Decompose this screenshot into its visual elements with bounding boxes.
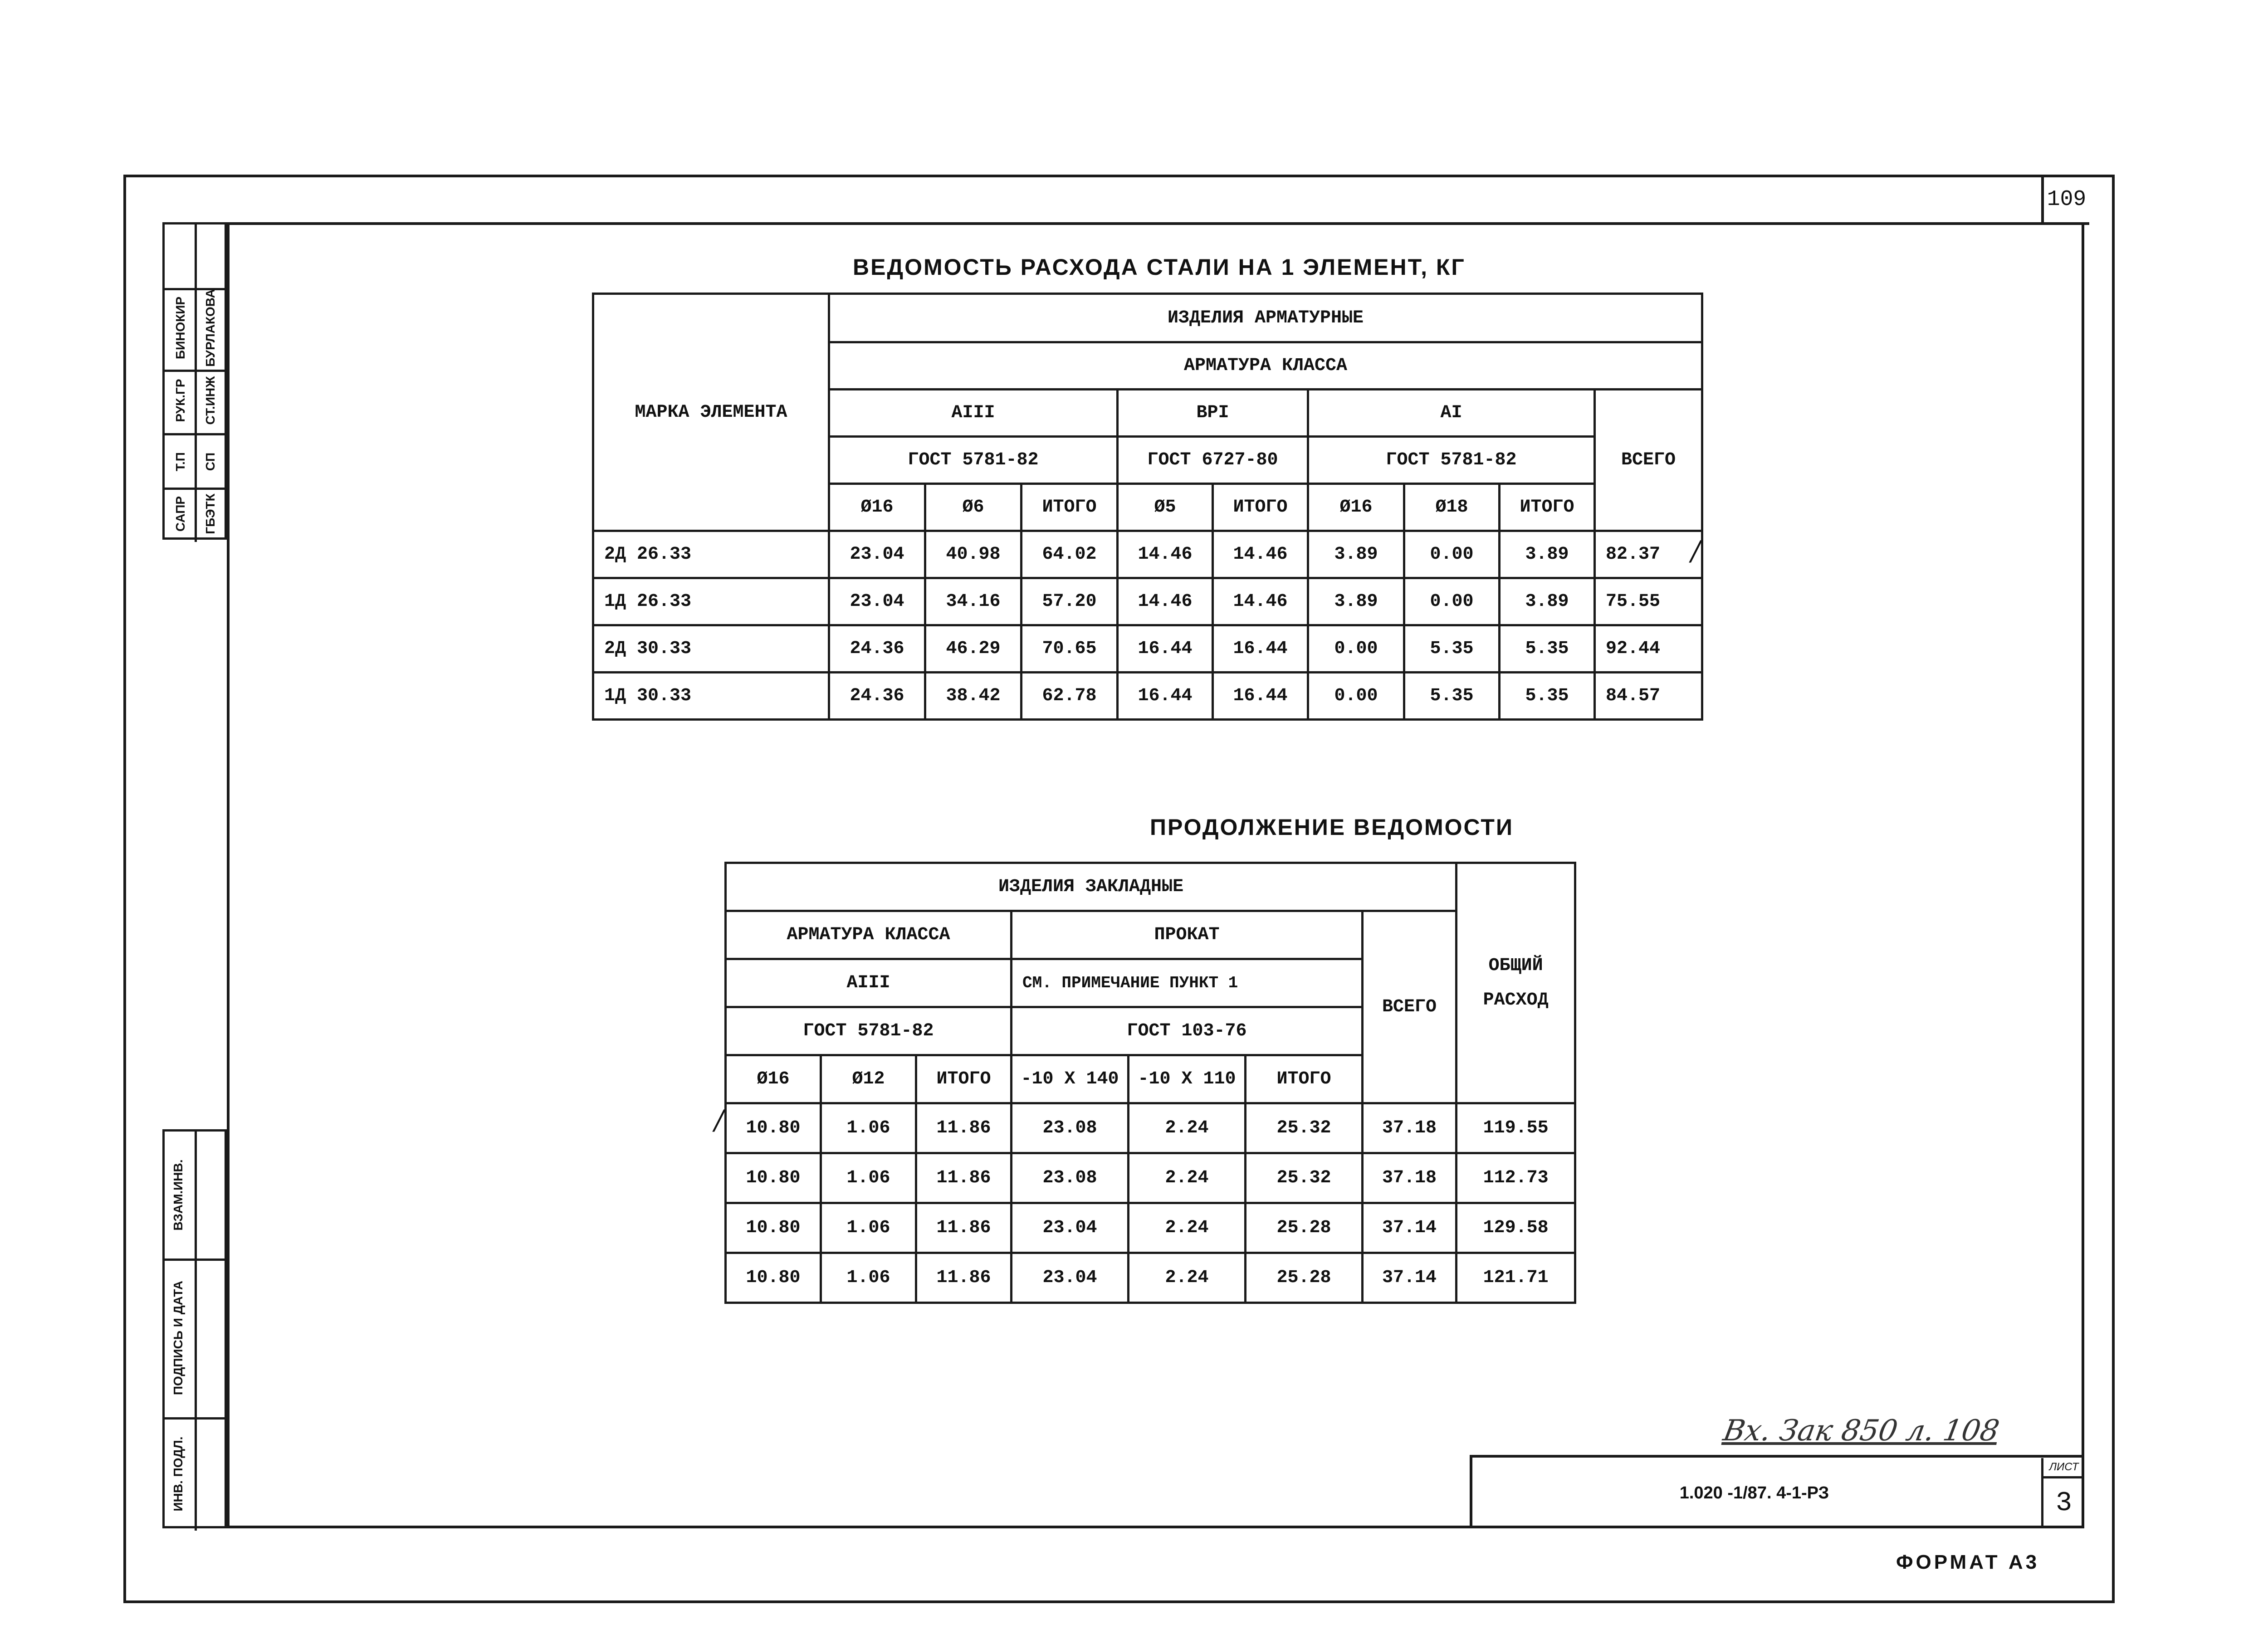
table-row — [726, 1203, 1575, 1253]
column-header: ИТОГО — [1022, 484, 1118, 531]
sheet-number: 3 — [2055, 1488, 2072, 1519]
table-cell: 37.18 — [1363, 1153, 1457, 1203]
gost-header: ГОСТ 5781-82 — [829, 437, 1118, 484]
check-mark: / — [1691, 535, 1701, 567]
table-cell: 23.08 — [1012, 1103, 1129, 1153]
sheet-block — [2041, 1458, 2084, 1528]
items-header: ИЗДЕЛИЯ АРМАТУРНЫЕ — [829, 294, 1702, 342]
org-label: БУРЛАКОВА — [203, 289, 217, 367]
table-cell: 14.46 — [1118, 578, 1213, 625]
table-cell: 3.89 — [1500, 578, 1595, 625]
items-header: ИЗДЕЛИЯ ЗАКЛАДНЫЕ — [726, 863, 1457, 911]
prokat-header: ПРОКАТ — [1012, 911, 1363, 959]
table-cell: 11.86 — [916, 1253, 1012, 1303]
column-header: -10 Х 110 — [1129, 1055, 1246, 1103]
table1-title: ВЕДОМОСТЬ РАСХОДА СТАЛИ НА 1 ЭЛЕМЕНТ, КГ — [853, 254, 1466, 280]
gost-header: ГОСТ 5781-82 — [726, 1007, 1012, 1055]
gost-header: ГОСТ 5781-82 — [1308, 437, 1595, 484]
general-cell: 119.55 — [1457, 1103, 1575, 1153]
table-cell: 2.24 — [1129, 1153, 1246, 1203]
table-cell: 16.44 — [1118, 673, 1213, 720]
column-header: Ø16 — [1308, 484, 1404, 531]
table-cell: 14.46 — [1118, 531, 1213, 578]
column-header: Ø6 — [925, 484, 1022, 531]
side-strip — [162, 222, 227, 1528]
table-cell: 3.89 — [1308, 531, 1404, 578]
table-cell: 10.80 — [726, 1203, 821, 1253]
sheet-label: ЛИСТ — [2043, 1458, 2084, 1478]
table-cell: 1.06 — [821, 1103, 916, 1153]
table-cell: 24.36 — [829, 625, 925, 673]
table-cell: 57.20 — [1022, 578, 1118, 625]
check-mark: / — [714, 1104, 724, 1136]
total-cell: 75.55 — [1595, 578, 1702, 625]
table-cell: 46.29 — [925, 625, 1022, 673]
class-header: АРМАТУРА КЛАССА — [829, 342, 1702, 390]
table-row — [726, 1153, 1575, 1203]
table-cell: 0.00 — [1308, 625, 1404, 673]
table-cell: 23.04 — [829, 531, 925, 578]
table-row — [726, 1103, 1575, 1153]
class-header: АРМАТУРА КЛАССА — [726, 911, 1012, 959]
table-cell: 25.32 — [1246, 1153, 1363, 1203]
element-mark: 1Д 26.33 — [593, 578, 829, 625]
column-header: Ø16 — [726, 1055, 821, 1103]
table-cell: 0.00 — [1308, 673, 1404, 720]
vzam-label: ВЗАМ.ИНВ. — [171, 1159, 185, 1231]
column-header: ИТОГО — [1246, 1055, 1363, 1103]
element-mark: 2Д 30.33 — [593, 625, 829, 673]
table-cell: 5.35 — [1404, 673, 1500, 720]
table-cell: 23.04 — [1012, 1253, 1129, 1303]
total-cell: 84.57 — [1595, 673, 1702, 720]
table-cell: 25.28 — [1246, 1203, 1363, 1253]
table-cell: 10.80 — [726, 1153, 821, 1203]
table-cell: 70.65 — [1022, 625, 1118, 673]
table-cell: 14.46 — [1213, 531, 1308, 578]
table-cell: 23.04 — [1012, 1203, 1129, 1253]
table-cell: 25.32 — [1246, 1103, 1363, 1153]
table-cell: 16.44 — [1213, 673, 1308, 720]
table-row — [593, 673, 1702, 720]
table-cell: 1.06 — [821, 1253, 916, 1303]
table-cell: 24.36 — [829, 673, 925, 720]
table-cell: 34.16 — [925, 578, 1022, 625]
table-cell: 5.35 — [1500, 625, 1595, 673]
column-header: ИТОГО — [1213, 484, 1308, 531]
general-cell: 112.73 — [1457, 1153, 1575, 1203]
table-row — [726, 1253, 1575, 1303]
column-header: Ø5 — [1118, 484, 1213, 531]
table-cell: 37.14 — [1363, 1253, 1457, 1303]
total-header: ВСЕГО — [1595, 390, 1702, 531]
class-a1-header: АI — [1308, 390, 1595, 437]
table-cell: 14.46 — [1213, 578, 1308, 625]
table-cell: 1.06 — [821, 1203, 916, 1253]
total-cell: 92.44 — [1595, 625, 1702, 673]
table-row — [593, 625, 1702, 673]
column-header: ИТОГО — [916, 1055, 1012, 1103]
column-header: ИТОГО — [1500, 484, 1595, 531]
table-cell: 10.80 — [726, 1103, 821, 1153]
role-label: САПР — [173, 496, 187, 532]
total-cell: 82.37 — [1595, 531, 1702, 578]
table-cell: 3.89 — [1308, 578, 1404, 625]
document-code: 1.020 -1/87. 4-1-РЗ — [1679, 1483, 1829, 1503]
table-cell: 11.86 — [916, 1103, 1012, 1153]
table-cell: 16.44 — [1213, 625, 1308, 673]
column-header: Ø18 — [1404, 484, 1500, 531]
table-cell: 11.86 — [916, 1153, 1012, 1203]
table-cell: 16.44 — [1118, 625, 1213, 673]
table-cell: 3.89 — [1500, 531, 1595, 578]
table-cell: 64.02 — [1022, 531, 1118, 578]
table-cell: 5.35 — [1500, 673, 1595, 720]
role-label: БИНОКИР — [173, 296, 187, 360]
table-cell: 2.24 — [1129, 1203, 1246, 1253]
table-cell: 2.24 — [1129, 1103, 1246, 1153]
inventory-block — [162, 1129, 227, 1528]
column-header: -10 Х 140 — [1012, 1055, 1129, 1103]
table-row — [593, 578, 1702, 625]
column-header: Ø12 — [821, 1055, 916, 1103]
inv-label: ИНВ. ПОДЛ. — [171, 1436, 185, 1512]
table-cell: 10.80 — [726, 1253, 821, 1303]
table-cell: 25.28 — [1246, 1253, 1363, 1303]
column-header: Ø16 — [829, 484, 925, 531]
table-cell: 38.42 — [925, 673, 1022, 720]
table-cell: 40.98 — [925, 531, 1022, 578]
class-a3-header: АIII — [726, 959, 1012, 1007]
format-label: ФОРМАТ А3 — [1896, 1551, 2040, 1573]
role-label: Т.П — [173, 452, 187, 471]
steel-table — [592, 293, 1703, 721]
table-cell: 11.86 — [916, 1203, 1012, 1253]
table-cell: 23.04 — [829, 578, 925, 625]
table-cell: 0.00 — [1404, 531, 1500, 578]
org-label: ГБЭТК — [203, 493, 217, 534]
embedded-items-table — [724, 862, 1576, 1304]
table-row — [593, 531, 1702, 578]
signature-date-label: ПОДПИСЬ И ДАТА — [171, 1280, 185, 1395]
table-cell: 37.18 — [1363, 1103, 1457, 1153]
table2-title: ПРОДОЛЖЕНИЕ ВЕДОМОСТИ — [1150, 815, 1514, 840]
role-label: РУК.ГР — [173, 379, 187, 422]
table-cell: 2.24 — [1129, 1253, 1246, 1303]
org-label: СП — [203, 452, 217, 471]
table-cell: 23.08 — [1012, 1153, 1129, 1203]
page-number: 109 — [2041, 177, 2089, 225]
mark-header: МАРКА ЭЛЕМЕНТА — [593, 294, 829, 531]
handwritten-note: Вх. Зак 850 л. 108 — [1721, 1414, 2002, 1448]
class-a3-header: АIII — [829, 390, 1118, 437]
class-vr1-header: ВРI — [1118, 390, 1308, 437]
general-cell: 129.58 — [1457, 1203, 1575, 1253]
table-cell: 37.14 — [1363, 1203, 1457, 1253]
table-cell: 0.00 — [1404, 578, 1500, 625]
element-mark: 2Д 26.33 — [593, 531, 829, 578]
gost-header: ГОСТ 103-76 — [1012, 1007, 1363, 1055]
element-mark: 1Д 30.33 — [593, 673, 829, 720]
general-cell: 121.71 — [1457, 1253, 1575, 1303]
total-header: ВСЕГО — [1363, 911, 1457, 1103]
org-label: СТ.ИНЖ — [203, 376, 217, 425]
table-cell: 5.35 — [1404, 625, 1500, 673]
gost-header: ГОСТ 6727-80 — [1118, 437, 1308, 484]
signature-block — [162, 222, 227, 540]
table-cell: 1.06 — [821, 1153, 916, 1203]
general-header: ОБЩИЙ РАСХОД — [1457, 863, 1575, 1103]
table-cell: 62.78 — [1022, 673, 1118, 720]
note-header: СМ. ПРИМЕЧАНИЕ ПУНКТ 1 — [1012, 959, 1363, 1007]
